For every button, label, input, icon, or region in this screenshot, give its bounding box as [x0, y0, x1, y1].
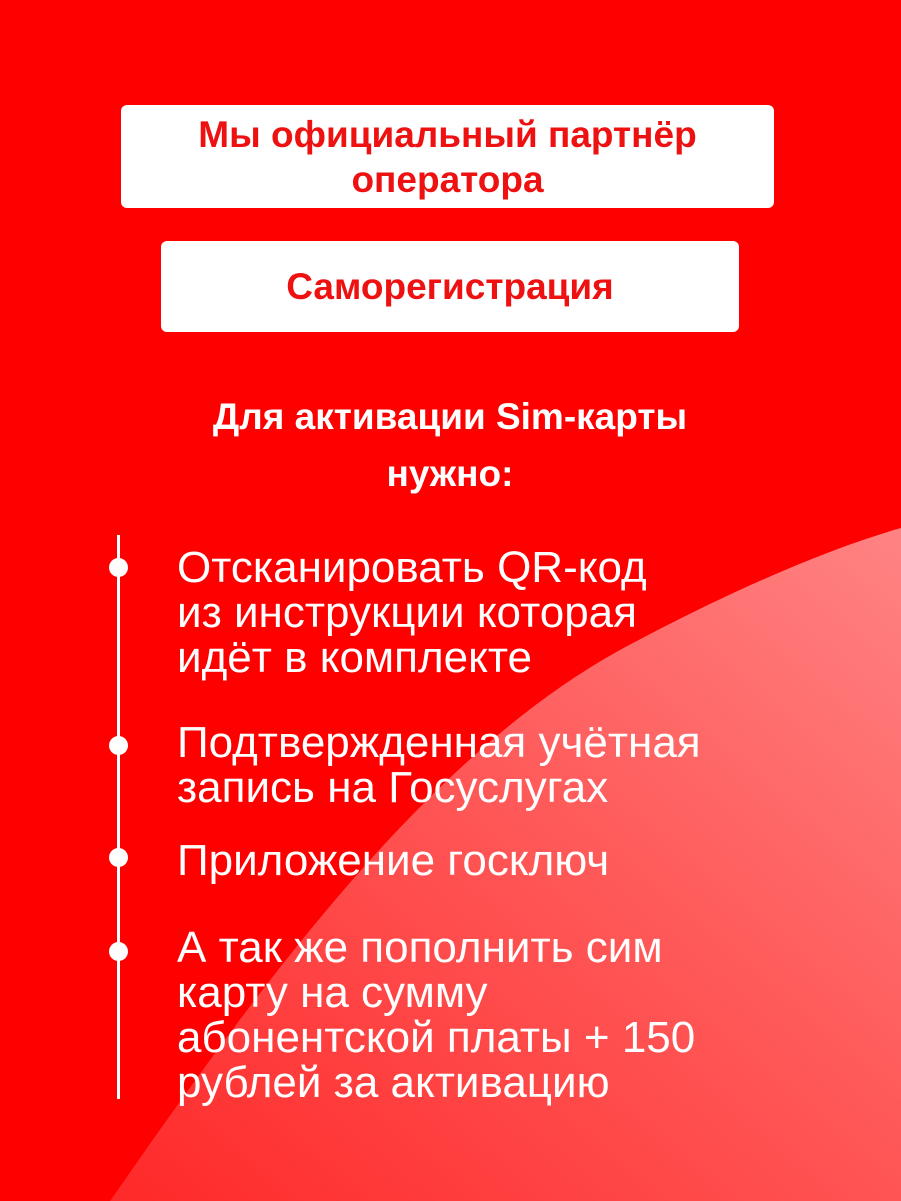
- activation-heading: Для активации Sim-карты нужно:: [212, 396, 688, 494]
- self-registration-badge: [161, 241, 739, 332]
- partner-badge-text: Мы официальный партнёр оператора: [198, 113, 697, 200]
- requirement-item-qr: Отсканировать QR-код из инструкции которая идёт в комплекте: [177, 543, 647, 682]
- bullet-dot-2: [109, 736, 128, 755]
- bullet-dot-4: [109, 942, 128, 961]
- requirement-item-goskey: Приложение госключ: [177, 836, 610, 885]
- self-registration-text: Саморегистрация: [286, 266, 614, 307]
- bullet-dot-3: [109, 848, 128, 867]
- requirement-item-topup: А так же пополнить сим карту на сумму абонентской платы + 150 рублей за активацию: [177, 923, 696, 1107]
- partner-badge: [121, 105, 774, 208]
- bullet-dot-1: [109, 558, 128, 577]
- requirement-item-gosuslugi: Подтвержденная учётная запись на Госуслугах: [177, 718, 701, 812]
- timeline-line: [117, 535, 120, 1099]
